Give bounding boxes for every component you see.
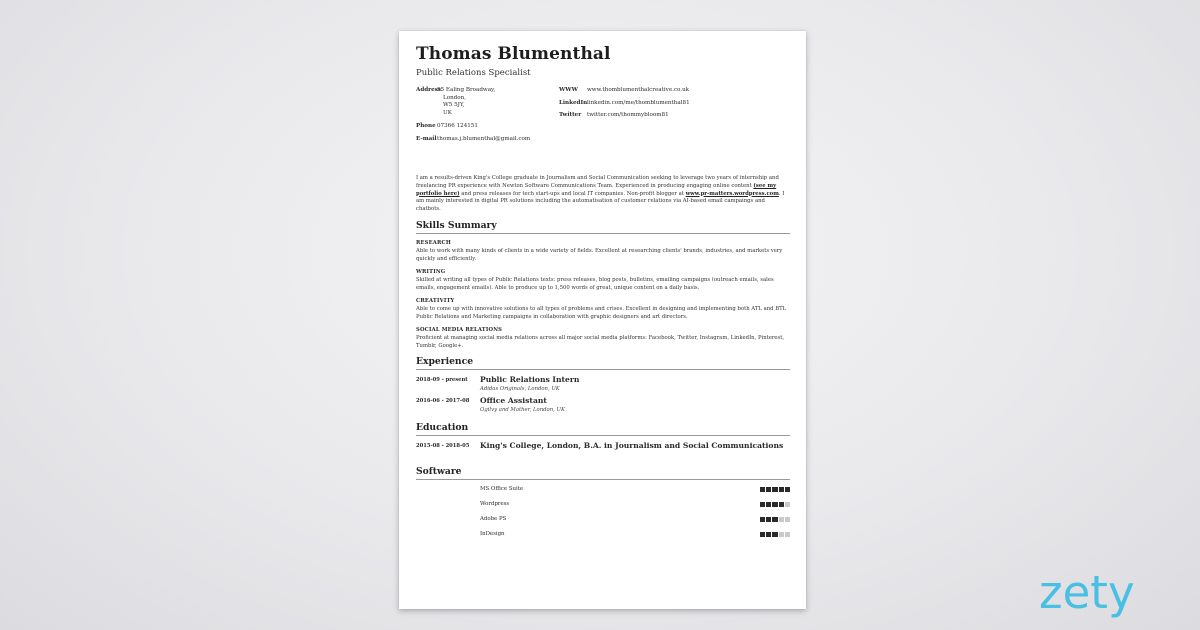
www-label: WWW [559, 87, 578, 93]
experience-section-title: Experience [416, 356, 790, 370]
skill-heading: RESEARCH [416, 239, 451, 246]
level-dot-filled [772, 502, 777, 507]
skill-heading: CREATIVITY [416, 297, 455, 304]
phone-label: Phone [416, 123, 436, 130]
software-name: InDesign [480, 531, 505, 538]
skill-text: Able to work with many kinds of clients in a wide variety of fields. Excellent at researching clients' brands, industries, and markets very quickly and efficiently. [416, 247, 783, 262]
skill-level-dots [760, 532, 790, 537]
email-value: thomas.j.blumenthal@gmail.com [437, 135, 531, 142]
experience-role: Public Relations Intern [480, 374, 580, 384]
resume-name: Thomas Blumenthal [416, 44, 611, 64]
software-item [416, 497, 790, 512]
education-item [416, 441, 790, 452]
software-item [416, 512, 790, 527]
linkedin-label: LinkedIn [559, 99, 588, 106]
email-label: E-mail [416, 135, 437, 142]
level-dot-filled [772, 487, 777, 492]
skill-item [416, 298, 790, 321]
level-dot-empty [785, 532, 790, 537]
skill-item [416, 269, 790, 292]
level-dot-filled [779, 502, 784, 507]
skill-level-dots [760, 502, 790, 507]
level-dot-filled [766, 487, 771, 492]
software-item [416, 482, 790, 497]
level-dot-empty [785, 502, 790, 507]
skill-text: Able to come up with innovative solutions to all types of problems and crises. Excellent in designing and implementing both ATL and BTL Public Relations and Marketing campaigns in collaboration with graphic designers and art directors. [416, 305, 787, 320]
blog-link[interactable]: www.pr-matters.wordpress.com [685, 190, 779, 197]
skill-item [416, 240, 790, 263]
skill-text: Skilled at writing all types of Public Relations texts: press releases, blog posts, bulletins, emailing campaigns (outreach emails, sales emails, engagement emails). Able to produce up to 1,500 words of great, unique content on a daily basis. [416, 276, 774, 291]
linkedin-link[interactable]: linkedin.com/me/thomblumenthal81 [587, 99, 690, 106]
skill-level-dots [760, 487, 790, 492]
level-dot-filled [766, 532, 771, 537]
portfolio-link[interactable]: (see my portfolio here) [416, 182, 777, 197]
contact-block [416, 87, 790, 173]
level-dot-filled [766, 517, 771, 522]
software-name: Wordpress [480, 501, 510, 508]
software-name: Adobe PS [480, 516, 507, 523]
skills-section-title: Skills Summary [416, 220, 790, 234]
level-dot-filled [779, 487, 784, 492]
resume-job-title: Public Relations Specialist [416, 68, 531, 78]
skill-text: Proficient at managing social media relations across all major social media platforms: Facebook, Twitter, Instagram, LinkedIn, Pinterest, Tumblr, Google+. [416, 334, 785, 349]
skill-level-dots [760, 517, 790, 522]
experience-org: Ogilvy and Mather, London, UK [480, 406, 565, 413]
software-item [416, 527, 790, 542]
skill-heading: SOCIAL MEDIA RELATIONS [416, 326, 503, 333]
phone-value: 07366 124151 [437, 123, 478, 130]
level-dot-filled [760, 487, 765, 492]
level-dot-filled [760, 532, 765, 537]
software-name: MS Office Suite [480, 486, 524, 493]
level-dot-filled [772, 517, 777, 522]
level-dot-filled [772, 532, 777, 537]
experience-date: 2018-09 - present [416, 376, 468, 383]
education-degree: King's College, London, B.A. in Journalism and Social Communications [480, 440, 784, 450]
summary-paragraph: I am a results-driven King's College graduate in Journalism and Social Communication seeking to leverage two years of internship and freelancing PR experience with Newton Software Communications Team. Experienced in producing engaging online content (see my portfolio here) and press releases for tech start-ups and local IT companies. Non-profit blogger at www.pr-matters.wordpress.com. I am mainly interested in digital PR solutions including the automatisation of customer relations via AI-based email campaings and chatbots. [416, 175, 785, 213]
address-label: Address [416, 87, 441, 93]
level-dot-filled [766, 502, 771, 507]
experience-org: Adidas Originals, London, UK [480, 385, 560, 392]
level-dot-empty [779, 517, 784, 522]
resume-page [399, 31, 806, 609]
level-dot-empty [785, 517, 790, 522]
twitter-link[interactable]: twitter.com/thommybloom81 [587, 112, 669, 119]
zety-logo: zety [1039, 566, 1135, 619]
experience-item [416, 375, 790, 393]
skill-heading: WRITING [416, 268, 446, 275]
level-dot-filled [760, 502, 765, 507]
software-section-title: Software [416, 466, 790, 480]
level-dot-filled [760, 517, 765, 522]
education-section-title: Education [416, 422, 790, 436]
twitter-label: Twitter [559, 112, 582, 119]
www-link[interactable]: www.thomblumenthalcreative.co.uk [587, 87, 690, 93]
experience-item [416, 396, 790, 414]
experience-role: Office Assistant [480, 395, 547, 405]
software-list [416, 482, 790, 542]
skill-item [416, 327, 790, 350]
level-dot-empty [779, 532, 784, 537]
level-dot-filled [785, 487, 790, 492]
experience-date: 2016-06 - 2017-08 [416, 397, 470, 404]
address-value: 55 Ealing Broadway, London, W5 5JY, UK [437, 87, 496, 116]
education-date: 2015-08 - 2018-05 [416, 442, 470, 449]
